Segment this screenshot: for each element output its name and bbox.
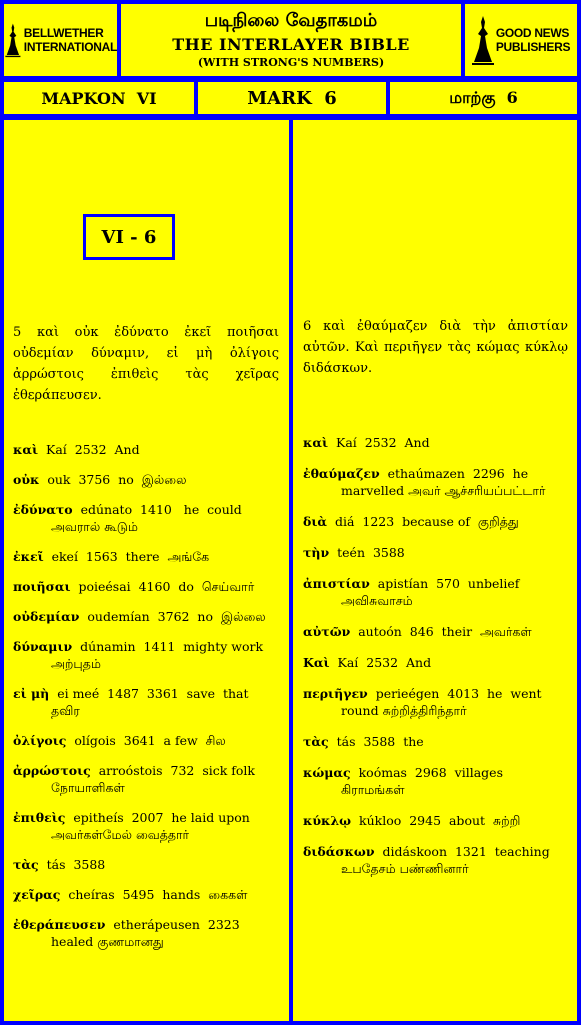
gloss-continuation: அவர்கள்மேல் வைத்தார் (51, 827, 190, 842)
word-entry (303, 733, 568, 750)
gloss-continuation: அற்புதம் (51, 656, 101, 671)
word-entry (13, 471, 279, 488)
chapter-label-box (83, 214, 175, 260)
word-entry (13, 501, 279, 535)
chapter-label: VI - 6 (101, 226, 157, 248)
good-news-logo-text: GOOD NEWS PUBLISHERS (495, 26, 571, 54)
word-entry (303, 685, 568, 719)
word-entry (13, 732, 279, 749)
gloss-continuation: அவரால் கூடும் (51, 519, 138, 534)
word-entry (303, 544, 568, 561)
gloss-text: ekeí 1563 there அங்கே (51, 549, 210, 564)
greek-word: ἐπιθεὶς (13, 810, 66, 825)
word-entry-line (303, 623, 568, 640)
word-entry-line (303, 434, 568, 451)
word-entry-line (13, 471, 279, 488)
word-entry (303, 623, 568, 640)
greek-word: αὐτῶν (303, 624, 351, 639)
gloss-text: diá 1223 because of குறித்து (334, 514, 519, 529)
gloss-text: teén 3588 (337, 545, 405, 560)
gloss-text: Kaí 2532 And (336, 435, 430, 450)
bellwether-logo-text: BELLWETHER INTERNATIONAL (23, 26, 117, 54)
word-entry (303, 812, 568, 829)
greek-word: ἐθαύμαζεν (303, 466, 380, 481)
word-entry-line (13, 856, 279, 873)
gloss-continuation: கிராமங்கள் (341, 782, 405, 797)
word-entry (13, 856, 279, 873)
good-news-logo-panel (465, 4, 577, 76)
word-entry (303, 654, 568, 671)
word-entry-line (13, 548, 279, 565)
word-entry (303, 434, 568, 451)
word-entry-line (13, 608, 279, 625)
left-word-list (13, 441, 279, 963)
gloss-text: etherápeusen 2323 (113, 917, 240, 932)
title-english: THE INTERLAYER BIBLE (172, 35, 410, 54)
word-entry-line (13, 685, 279, 702)
title-tamil: படிநிலை வேதாகமம் (204, 10, 378, 31)
gloss-text: tás 3588 the (336, 734, 424, 749)
word-entry (13, 809, 279, 843)
gloss-text: koómas 2968 villages (358, 765, 503, 780)
word-entry-line (13, 638, 279, 655)
word-entry-line (303, 843, 568, 860)
greek-word: διὰ (303, 514, 328, 529)
word-entry-line (303, 465, 568, 482)
gloss-text: cheíras 5495 hands கைகள் (68, 887, 248, 902)
word-entry (13, 638, 279, 672)
gloss-text: oudemían 3762 no இல்லை (87, 609, 266, 624)
greek-word: οὐδεμίαν (13, 609, 80, 624)
word-entry (13, 608, 279, 625)
word-entry-line (13, 916, 279, 933)
book-greek-label: MAPKON VI (41, 88, 157, 108)
bellwether-logo-panel (4, 4, 117, 76)
greek-word: τὰς (303, 734, 329, 749)
bellwether-logo-icon (4, 14, 22, 66)
gloss-continuation: healed குணமானது (51, 934, 164, 949)
gloss-text: epitheís 2007 he laid upon (73, 810, 250, 825)
word-entry (13, 578, 279, 595)
gloss-text: ethaúmazen 2296 he (387, 466, 529, 481)
title-panel (121, 4, 461, 76)
gloss-text: perieégen 4013 he went (375, 686, 542, 701)
word-entry (13, 548, 279, 565)
greek-word: διδάσκων (303, 844, 375, 859)
word-entry-line (303, 764, 568, 781)
word-entry (13, 886, 279, 903)
word-entry-line (13, 501, 279, 518)
greek-word: δύναμιν (13, 639, 73, 654)
gloss-continuation: உபதேசம் பண்ணினார் (341, 861, 469, 876)
greek-word: ἀπιστίαν (303, 576, 370, 591)
gloss-text: ouk 3756 no இல்லை (47, 472, 187, 487)
gloss-text: dúnamin 1411 mighty work (80, 639, 264, 654)
gloss-text: Kaí 2532 And (46, 442, 140, 457)
word-entry-line (303, 544, 568, 561)
word-entry (303, 843, 568, 877)
gloss-text: arroóstois 732 sick folk (98, 763, 256, 778)
book-tamil-label: மாற்கு 6 (449, 87, 518, 107)
word-entry-line (303, 685, 568, 702)
verse-6-text: 6 καὶ ἐθαύμαζεν διὰ τὴν ἀπιστίαν αὐτῶν. Καὶ περιῆγεν τὰς κώμας κύκλῳ διδάσκων. (303, 319, 568, 376)
greek-word: ἀρρώστοις (13, 763, 91, 778)
good-news-logo-icon (472, 14, 494, 66)
word-entry (13, 916, 279, 950)
right-word-list (303, 434, 568, 891)
word-entry-line (303, 513, 568, 530)
gloss-continuation: நோயாளிகள் (51, 780, 125, 795)
word-entry-line (13, 578, 279, 595)
greek-word: οὐκ (13, 472, 40, 487)
book-tamil (390, 82, 577, 114)
greek-word: ὀλίγοις (13, 733, 67, 748)
word-entry (303, 575, 568, 609)
subtitle: (WITH STRONG'S NUMBERS) (197, 56, 385, 69)
greek-word: καὶ (13, 442, 39, 457)
greek-word: ἐδύνατο (13, 502, 73, 517)
greek-word: ἐθεράπευσεν (13, 917, 106, 932)
gloss-text: kúkloo 2945 about சுற்றி (359, 813, 521, 828)
gloss-text: apistían 570 unbelief (377, 576, 520, 591)
gloss-text: tás 3588 (46, 857, 106, 872)
gloss-text: poieésai 4160 do செய்வார் (78, 579, 255, 594)
word-entry (13, 685, 279, 719)
greek-word: εἰ μὴ (13, 686, 50, 701)
word-entry-line (303, 812, 568, 829)
word-entry-line (13, 886, 279, 903)
gloss-text: Kaí 2532 And (337, 655, 432, 670)
book-english (198, 82, 386, 114)
greek-word: χεῖρας (13, 887, 61, 902)
gloss-continuation: round சுற்றித்திரிந்தார் (341, 703, 467, 718)
word-entry (303, 513, 568, 530)
book-greek (4, 82, 194, 114)
greek-word: Καὶ (303, 655, 330, 670)
book-english-label: MARK 6 (247, 87, 337, 109)
gloss-text: edúnato 1410 he could (80, 502, 242, 517)
greek-word: καὶ (303, 435, 329, 450)
gloss-text: olígois 3641 a few சில (74, 733, 226, 748)
word-entry-line (303, 654, 568, 671)
gloss-continuation: marvelled அவர் ஆச்சரியப்பட்டார் (341, 483, 546, 498)
word-entry (13, 762, 279, 796)
word-entry (13, 441, 279, 458)
greek-word: ποιῆσαι (13, 579, 71, 594)
word-entry (303, 465, 568, 499)
greek-word: τὴν (303, 545, 330, 560)
gloss-text: ei meé 1487 3361 save that (57, 686, 249, 701)
greek-word: κύκλῳ (303, 813, 352, 828)
word-entry-line (303, 575, 568, 592)
gloss-continuation: தவிர (51, 703, 80, 718)
greek-word: τὰς (13, 857, 39, 872)
greek-word: ἐκεῖ (13, 549, 44, 564)
word-entry-line (13, 441, 279, 458)
gloss-continuation: அவிசுவாசம் (341, 593, 413, 608)
word-entry (303, 764, 568, 798)
word-entry-line (13, 762, 279, 779)
word-entry-line (13, 732, 279, 749)
gloss-text: didáskoon 1321 teaching (382, 844, 550, 859)
greek-word: κώμας (303, 765, 351, 780)
word-entry-line (303, 733, 568, 750)
verse-5-text: 5 καὶ οὐκ ἐδύνατο ἐκεῖ ποιῆσαι οὐδεμίαν δύναμιν, εἰ μὴ ὀλίγοις ἀρρώστοις ἐπιθεὶς τὰς χεῖρας ἐθεράπευσεν. (13, 325, 279, 403)
greek-word: περιῆγεν (303, 686, 368, 701)
gloss-text: autoón 846 their அவர்கள் (358, 624, 532, 639)
word-entry-line (13, 809, 279, 826)
